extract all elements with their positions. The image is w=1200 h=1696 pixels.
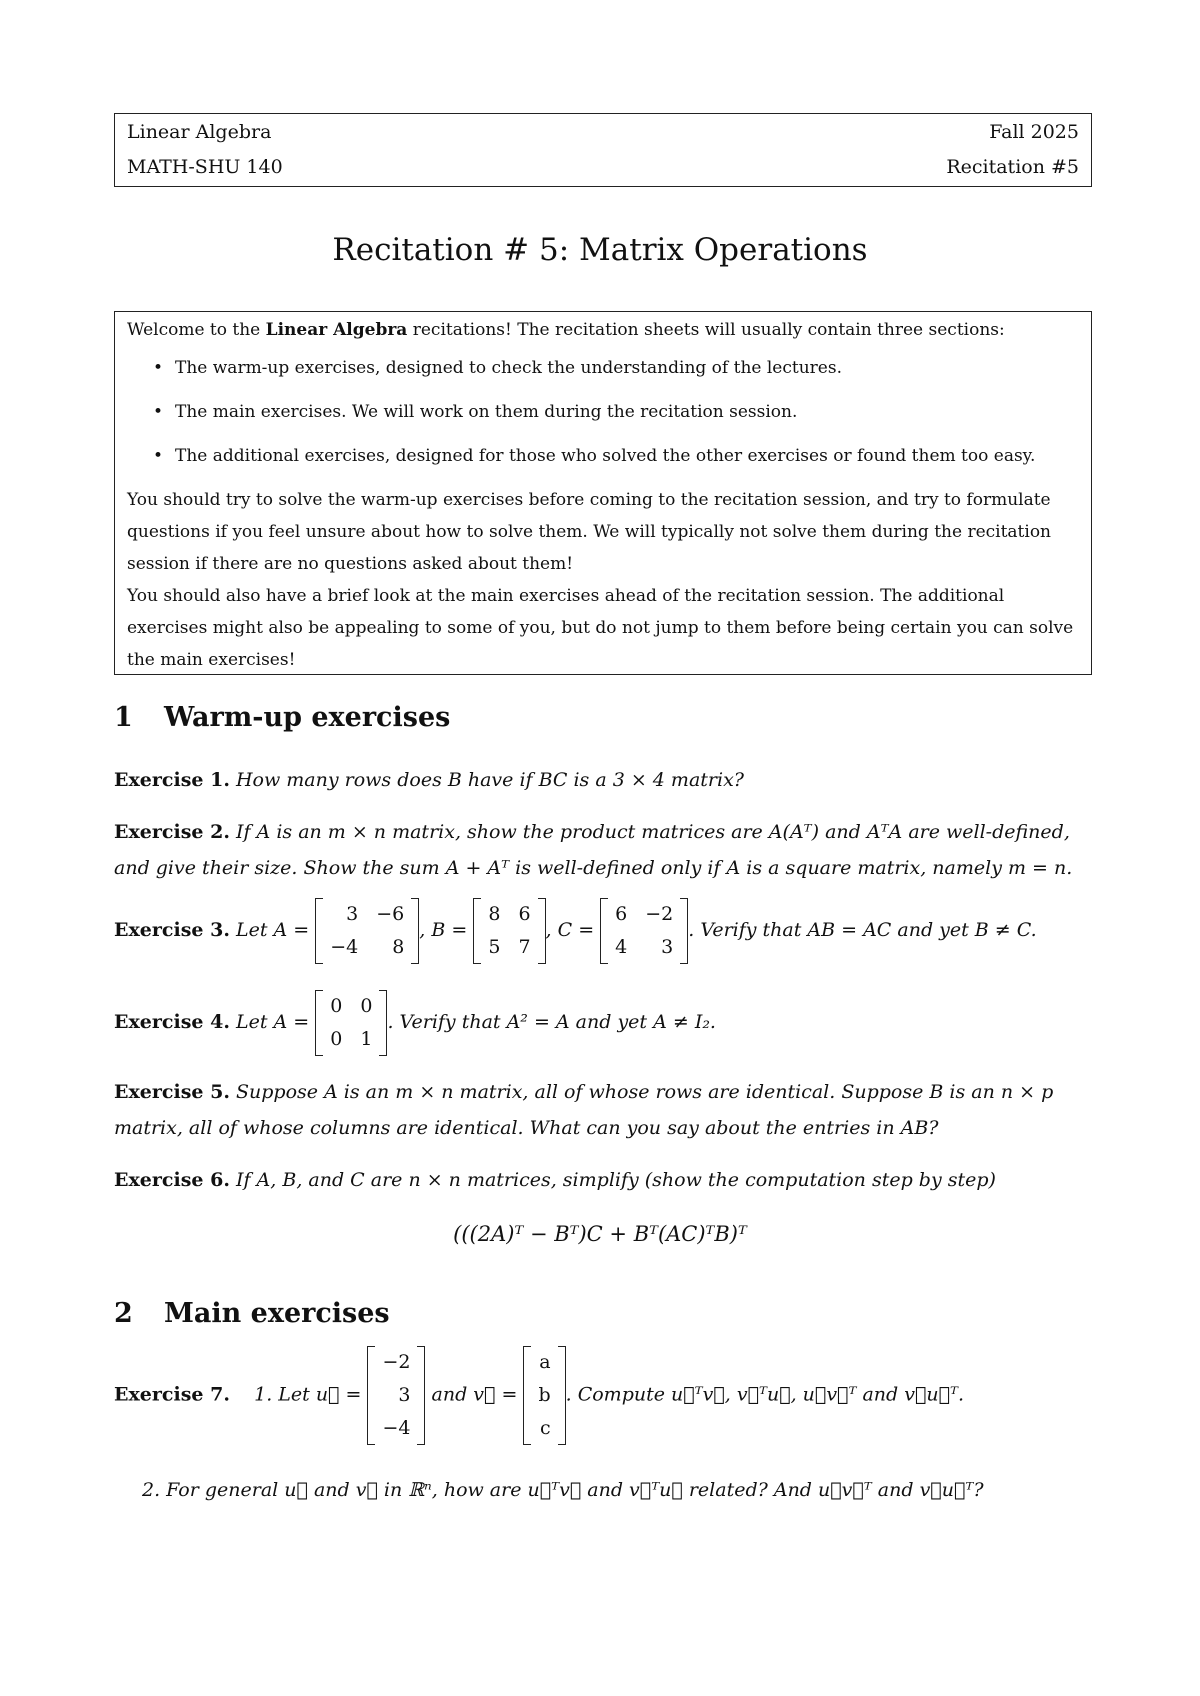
matrix-A: 0 0 0 1 (315, 990, 387, 1056)
recitation-number: Recitation #5 (946, 156, 1079, 178)
exercise-7-item-2: 2. For general u⃗ and v⃗ in ℝⁿ, how are u⃗ᵀv⃗ and v⃗ᵀu⃗ related? And u⃗v⃗ᵀ and v⃗u⃗ᵀ? (142, 1479, 984, 1501)
intro-lead: Welcome to the Linear Algebra recitations! The recitation sheets will usually contain three sections: (127, 320, 1005, 340)
exercise-4: Exercise 4. Let A = 0 0 0 1 . Verify that A² = A and yet A ≠ I₂. (114, 990, 1094, 1056)
vector-v: a b c (523, 1346, 565, 1445)
exercise-5: Exercise 5. Suppose A is an m × n matrix, all of whose rows are identical. Suppose B is an n × p matrix, all of whose columns are identical. What can you say about the entries in AB? (114, 1081, 1054, 1139)
section-heading-main: 2 Main exercises (114, 1298, 390, 1329)
intro-paragraph-2: You should also have a brief look at the main exercises ahead of the recitation session. The additional exercises might also be appealing to some of you, but do not jump to them before being certain you can solve the main exercises! (127, 586, 1074, 670)
intro-bullet: • The additional exercises, designed for those who solved the other exercises or found them too easy. (175, 440, 1079, 472)
matrix-C: 6 −2 4 3 (600, 898, 688, 964)
intro-box (114, 311, 1092, 675)
page-title: Recitation # 5: Matrix Operations (332, 232, 868, 268)
term: Fall 2025 (989, 121, 1079, 143)
exercise-6: Exercise 6. If A, B, and C are n × n matrices, simplify (show the computation step by step) (114, 1169, 996, 1191)
intro-paragraph-1: You should try to solve the warm-up exercises before coming to the recitation session, and try to formulate questions if you feel unsure about how to solve them. We will typically not solve them during the recitation session if there are no questions asked about them! (127, 490, 1052, 574)
exercise-7: Exercise 7. 1. Let u⃗ = −2 3 −4 and v⃗ = a b c . Compute u⃗ᵀv⃗, v⃗ᵀu⃗, u⃗v⃗ᵀ and v⃗u⃗ᵀ. (114, 1346, 1094, 1445)
matrix-B: 8 6 5 7 (473, 898, 545, 964)
exercise-3: Exercise 3. Let A = 3 −6 −4 8 , B = 8 6 5 7 , C = 6 −2 4 3 . Verify that AB = AC and yet B ≠ C. (114, 898, 1094, 964)
intro-bullet: • The warm-up exercises, designed to check the understanding of the lectures. (175, 352, 1079, 384)
section-heading-warmup: 1 Warm-up exercises (114, 702, 451, 733)
intro-list (127, 352, 1079, 472)
exercise-1: Exercise 1. How many rows does B have if BC is a 3 × 4 matrix? (114, 769, 744, 791)
intro-bullet: • The main exercises. We will work on them during the recitation session. (175, 396, 1079, 428)
exercise-6-formula: (((2A)ᵀ − Bᵀ)C + Bᵀ(AC)ᵀB)ᵀ (453, 1222, 747, 1246)
exercise-2: Exercise 2. If A is an m × n matrix, show the product matrices are A(Aᵀ) and AᵀA are well-defined, and give their size. Show the sum A + Aᵀ is well-defined only if A is a square matrix, namely m = n. (114, 821, 1073, 879)
course-header-box (114, 113, 1092, 187)
course-code: MATH-SHU 140 (127, 156, 283, 178)
matrix-A: 3 −6 −4 8 (315, 898, 419, 964)
vector-u: −2 3 −4 (367, 1346, 425, 1445)
course-name: Linear Algebra (127, 121, 272, 143)
